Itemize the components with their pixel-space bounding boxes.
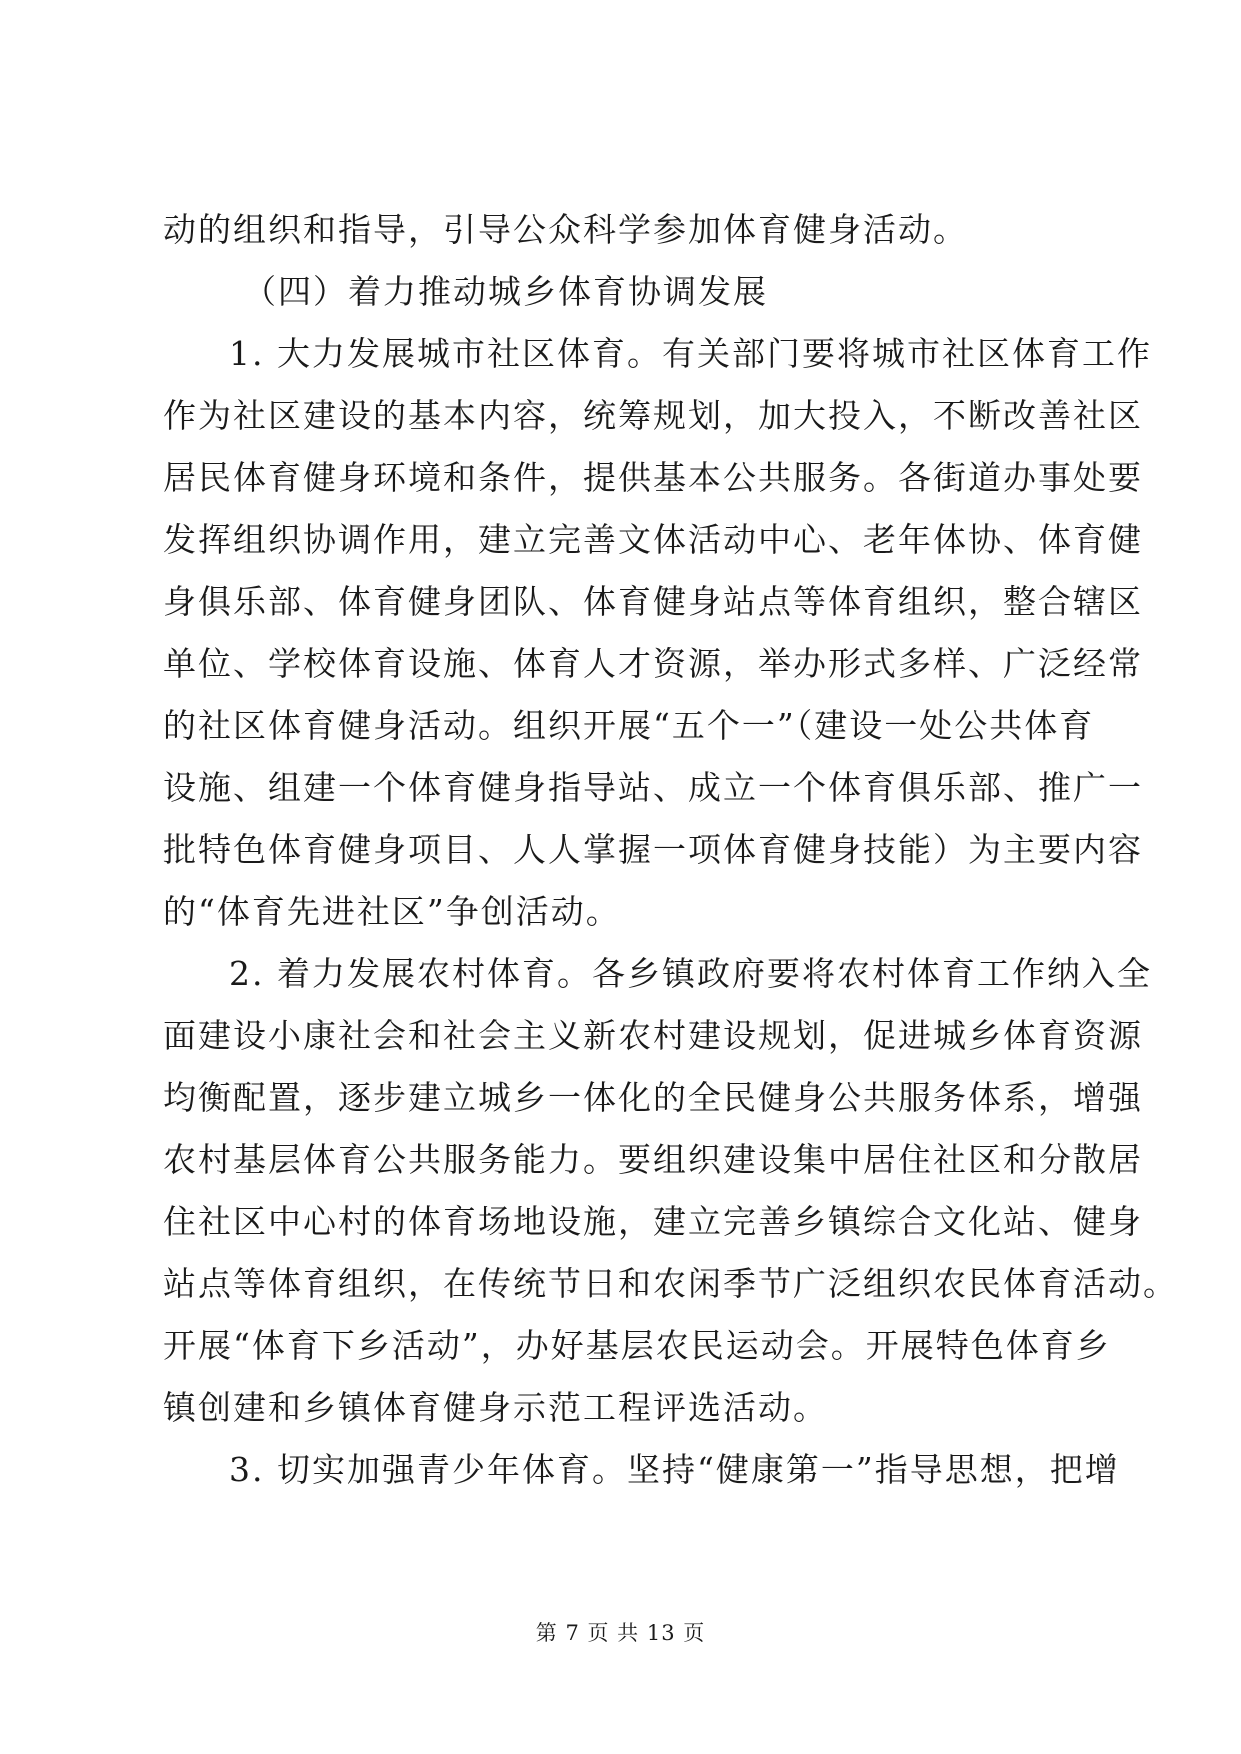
text-line: 开展“体育下乡活动”，办好基层农民运动会。开展特色体育乡: [163, 1326, 1111, 1365]
text-line: 发挥组织协调作用，建立完善文体活动中心、老年体协、体育健: [163, 520, 1143, 559]
paragraph-continuation: [163, 199, 1083, 261]
text-line: 单位、学校体育设施、体育人才资源，举办形式多样、广泛经常: [163, 644, 1143, 683]
text-line: 站点等体育组织，在传统节日和农闲季节广泛组织农民体育活动。: [163, 1264, 1178, 1303]
text-line: 1. 大力发展城市社区体育。有关部门要将城市社区体育工作: [229, 334, 1152, 373]
text-line: 身俱乐部、体育健身团队、体育健身站点等体育组织，整合辖区: [163, 582, 1143, 621]
text-line: 镇创建和乡镇体育健身示范工程评选活动。: [163, 1388, 828, 1427]
text-line: 设施、组建一个体育健身指导站、成立一个体育俱乐部、推广一: [163, 768, 1143, 807]
text-line: 农村基层体育公共服务能力。要组织建设集中居住社区和分散居: [163, 1140, 1143, 1179]
text-line: 批特色体育健身项目、人人掌握一项体育健身技能）为主要内容: [163, 830, 1143, 869]
text-line: 2. 着力发展农村体育。各乡镇政府要将农村体育工作纳入全: [229, 954, 1152, 993]
text-line: 住社区中心村的体育场地设施，建立完善乡镇综合文化站、健身: [163, 1202, 1143, 1241]
text-line: 作为社区建设的基本内容，统筹规划，加大投入，不断改善社区: [163, 396, 1143, 435]
text-line: 面建设小康社会和社会主义新农村建设规划，促进城乡体育资源: [163, 1016, 1143, 1055]
text-line: 动的组织和指导，引导公众科学参加体育健身活动。: [163, 210, 968, 249]
paragraph-youth-sports: [163, 1439, 1120, 1501]
text-line: 的“体育先进社区”争创活动。: [163, 892, 621, 931]
section-heading: [163, 261, 1083, 323]
text-line: 居民体育健身环境和条件，提供基本公共服务。各街道办事处要: [163, 458, 1143, 497]
paragraph-rural-sports: [163, 943, 1178, 1439]
text-line: 3. 切实加强青少年体育。坚持“健康第一”指导思想，把增: [229, 1450, 1120, 1489]
paragraph-urban-community-sports: [163, 323, 1152, 943]
document-body: [163, 199, 1178, 1501]
text-line: 的社区体育健身活动。组织开展“五个一”（建设一处公共体育: [163, 706, 1095, 745]
text-line: 均衡配置，逐步建立城乡一体化的全民健身公共服务体系，增强: [163, 1078, 1143, 1117]
page-footer: 第 7 页 共 13 页: [535, 1621, 706, 1645]
section-heading-text: （四）着力推动城乡体育协调发展: [243, 272, 768, 311]
